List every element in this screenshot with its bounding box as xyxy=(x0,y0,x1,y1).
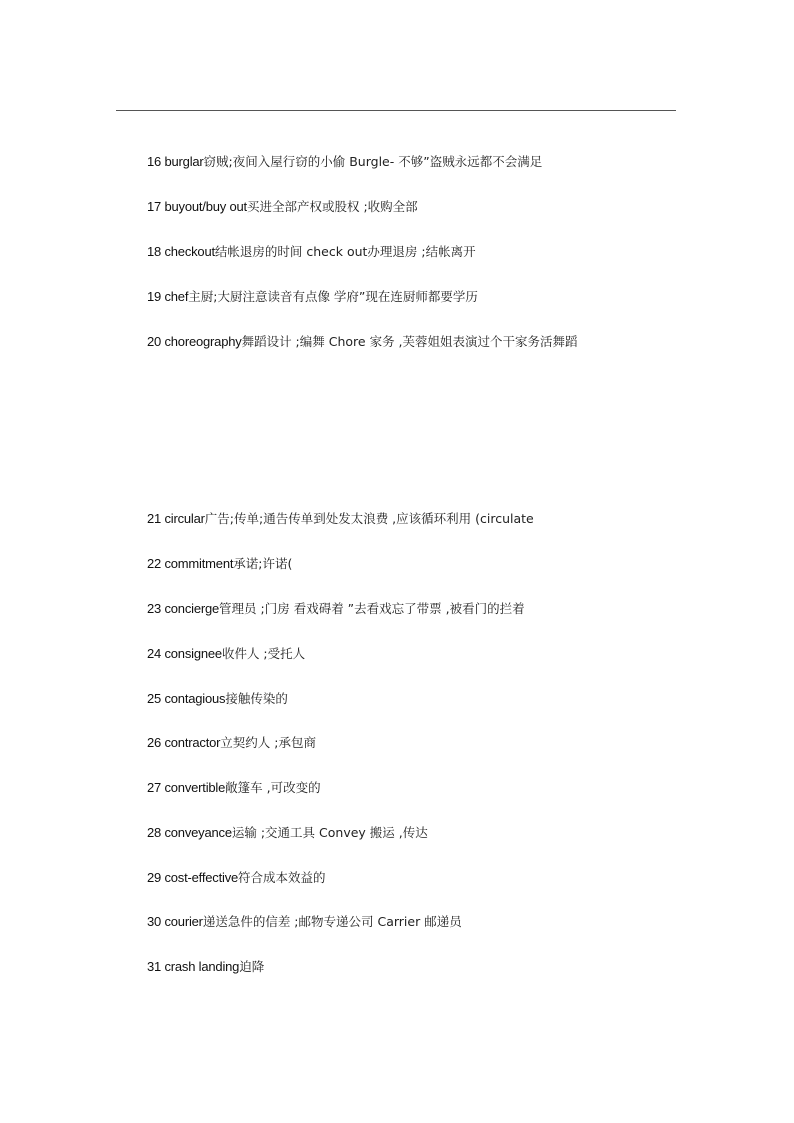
entry-definition: 迫降 xyxy=(239,959,265,974)
entry-definition: 递送急件的信差 ;邮物专递公司 Carrier 邮递员 xyxy=(202,914,462,929)
list-item xyxy=(147,601,525,618)
list-item xyxy=(147,511,534,528)
entry-term: 29 cost-effective xyxy=(147,870,239,885)
entry-definition: 广告;传单;通告传单到处发太浪费 ,应该循环利用 (circulate xyxy=(204,511,534,526)
list-item xyxy=(147,914,462,931)
entry-term: 17 buyout/buy out xyxy=(147,199,247,214)
entry-definition: 窃贼;夜间入屋行窃的小偷 Burgle- 不够”盗贼永远都不会满足 xyxy=(203,154,543,169)
list-item xyxy=(147,289,478,306)
list-item xyxy=(147,825,428,842)
entry-definition: 接触传染的 xyxy=(225,691,288,706)
entry-definition: 结帐退房的时间 check out办理退房 ;结帐离开 xyxy=(214,244,476,259)
entry-term: 30 courier xyxy=(147,914,203,929)
entry-term: 21 circular xyxy=(147,511,205,526)
entry-definition: 收件人 ;受托人 xyxy=(221,646,306,661)
entry-term: 26 contractor xyxy=(147,735,221,750)
entry-definition: 主厨;大厨注意读音有点像 学府”现在连厨师都要学历 xyxy=(188,289,478,304)
entry-term: 31 crash landing xyxy=(147,959,240,974)
entry-term: 18 checkout xyxy=(147,244,215,259)
list-item xyxy=(147,646,305,663)
entry-definition: 立契约人 ;承包商 xyxy=(220,735,316,750)
entry-term: 22 commitment xyxy=(147,556,234,571)
entry-definition: 买进全部产权或股权 ;收购全部 xyxy=(246,199,418,214)
list-item xyxy=(147,780,321,797)
list-item xyxy=(147,959,264,976)
entry-term: 16 burglar xyxy=(147,154,204,169)
list-item xyxy=(147,556,292,573)
list-item xyxy=(147,244,476,261)
entry-term: 19 chef xyxy=(147,289,189,304)
entry-definition: 符合成本效益的 xyxy=(238,870,326,885)
list-item xyxy=(147,870,326,887)
entry-term: 24 consignee xyxy=(147,646,222,661)
list-item xyxy=(147,154,542,171)
entry-definition: 敞篷车 ,可改变的 xyxy=(225,780,321,795)
entry-term: 25 contagious xyxy=(147,691,226,706)
list-item xyxy=(147,691,288,708)
entry-term: 20 choreography xyxy=(147,334,242,349)
entry-definition: 承诺;许诺( xyxy=(233,556,293,571)
list-item xyxy=(147,735,316,752)
entry-term: 27 convertible xyxy=(147,780,226,795)
header-divider xyxy=(116,110,676,111)
list-item xyxy=(147,334,578,351)
entry-definition: 管理员 ;门房 看戏碍着 ”去看戏忘了带票 ,被看门的拦着 xyxy=(219,601,525,616)
entry-definition: 运输 ;交通工具 Convey 搬运 ,传达 xyxy=(231,825,428,840)
entry-term: 28 conveyance xyxy=(147,825,232,840)
list-item xyxy=(147,199,418,216)
entry-term: 23 concierge xyxy=(147,601,220,616)
entry-definition: 舞蹈设计 ;编舞 Chore 家务 ,芙蓉姐姐表演过个干家务活舞蹈 xyxy=(241,334,578,349)
